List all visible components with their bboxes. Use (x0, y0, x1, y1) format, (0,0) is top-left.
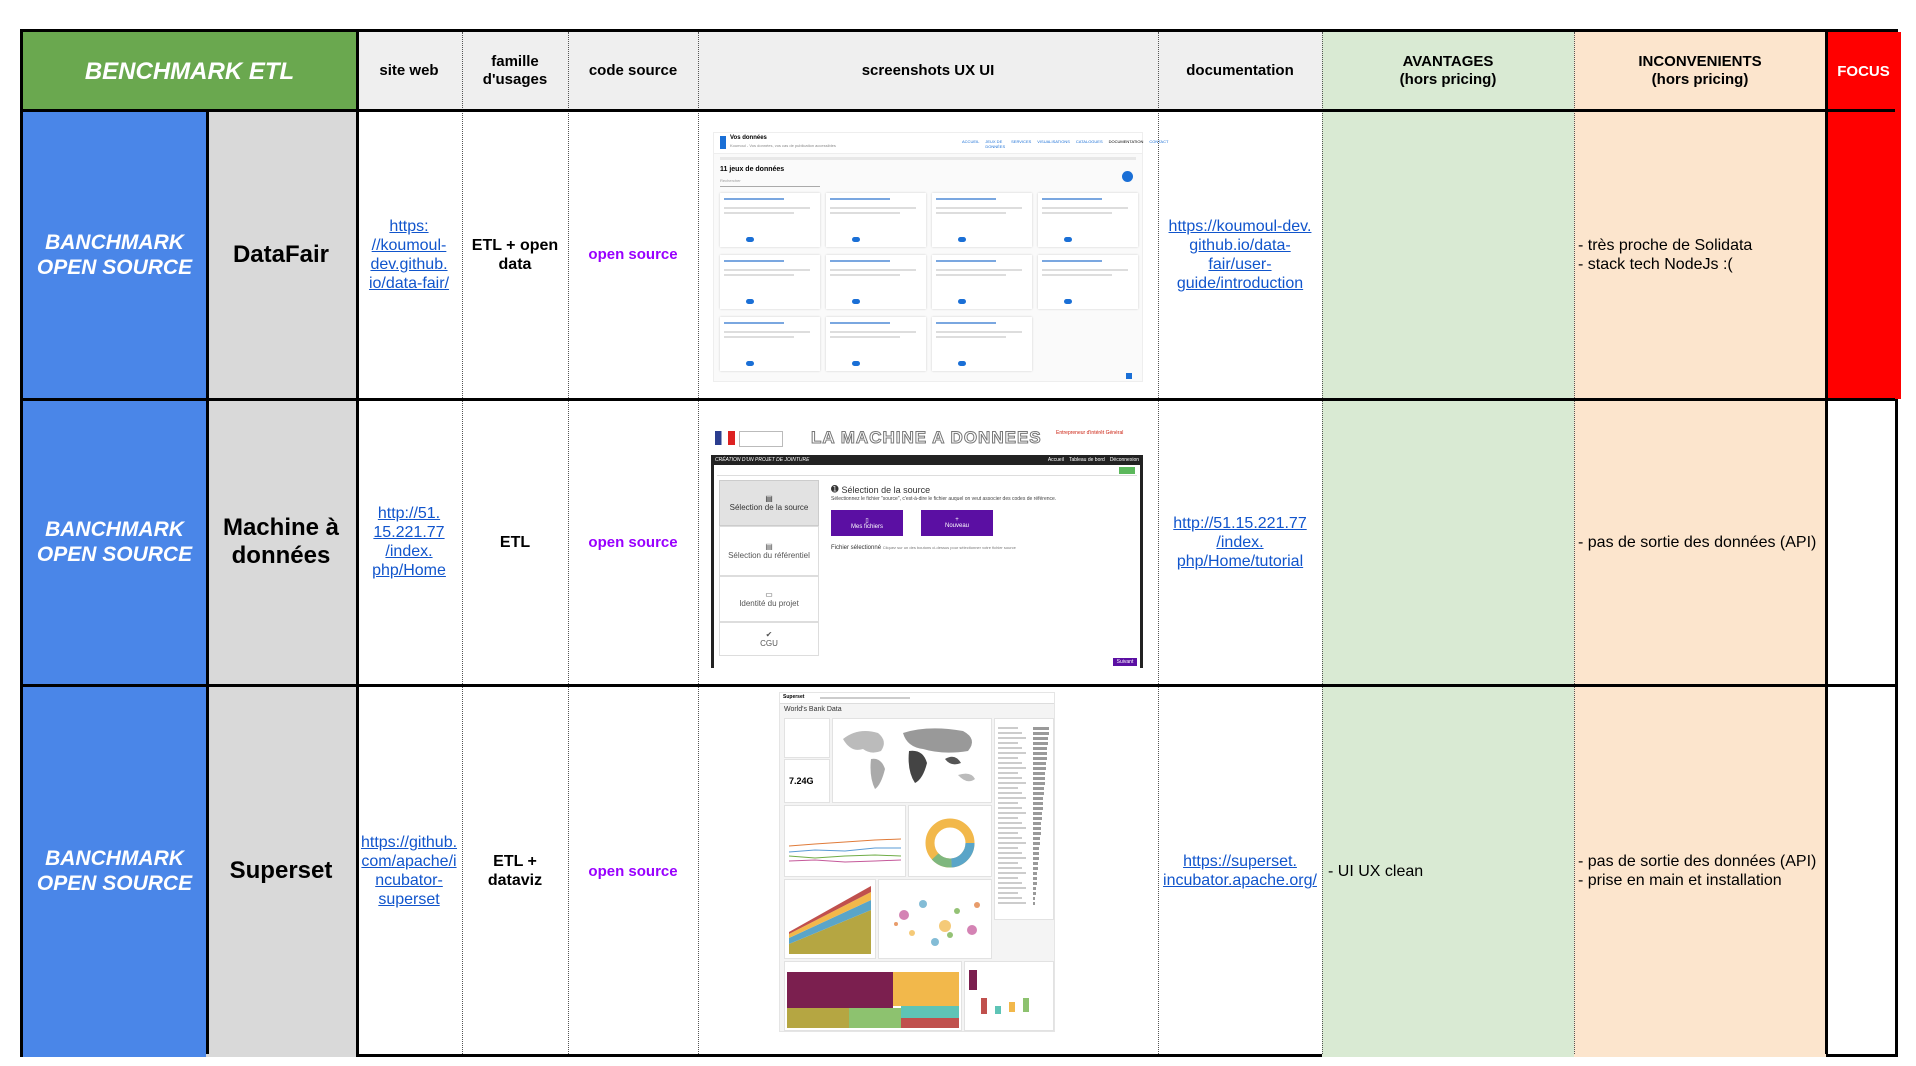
machine-banner-title: LA MACHINE A DONNEES (811, 428, 1042, 447)
menu-item[interactable]: DOCUMENTATION (1108, 139, 1144, 144)
focus-cell (1826, 685, 1901, 1057)
card-text-line (936, 269, 1022, 271)
table-bar (1033, 902, 1035, 905)
card-text-line (830, 336, 900, 338)
header-code-source: code source (568, 32, 698, 110)
doc-cell (1158, 399, 1322, 685)
section-title: Sélection de la source (841, 484, 931, 495)
next-button[interactable]: Suivant (1113, 658, 1137, 666)
selected-file-row (831, 545, 1016, 551)
new-file-button[interactable] (921, 510, 993, 536)
line-chart-panel (784, 805, 906, 877)
doc-link[interactable]: https://koumoul-dev. github.io/data- fair/user- guide/introduction (1168, 217, 1312, 292)
inconvenients-cell: - très proche de Solidata - stack tech NodeJs :( (1574, 110, 1826, 399)
kpi-panel (784, 759, 830, 803)
doc-link[interactable]: https://superset. incubator.apache.org/ (1163, 853, 1317, 889)
table-bar (1033, 867, 1038, 870)
pagination-icon[interactable] (1126, 373, 1132, 379)
card-action-icon[interactable] (852, 361, 860, 366)
table-bar (1033, 832, 1041, 835)
doc-cell (1158, 110, 1322, 399)
card-text-line (1042, 207, 1128, 209)
card-text-line (830, 331, 916, 333)
machine-steps (719, 480, 819, 664)
table-row (998, 872, 1026, 874)
table-row (998, 867, 1022, 869)
table-bar (1033, 897, 1035, 900)
card-title-line (936, 322, 996, 324)
bubble-point (947, 932, 953, 938)
step-cgu[interactable] (719, 622, 819, 656)
bubble-point (919, 900, 927, 908)
dataset-card[interactable] (932, 317, 1032, 371)
table-row (998, 832, 1018, 834)
table-bar (1033, 737, 1048, 740)
table-row (998, 807, 1022, 809)
avantages-cell: - UI UX clean (1322, 685, 1574, 1057)
famille-cell: ETL + dataviz (487, 853, 543, 889)
grid-line (356, 32, 359, 1054)
box-plot-box (1023, 998, 1029, 1012)
partner-logo: Entrepreneur d'intérêt Général (1056, 430, 1124, 436)
card-action-icon[interactable] (958, 299, 966, 304)
card-action-icon[interactable] (852, 237, 860, 242)
card-text-line (724, 336, 794, 338)
dataset-card[interactable] (1038, 255, 1138, 309)
table-row (998, 892, 1018, 894)
table-bar (1033, 877, 1037, 880)
card-text-line (724, 207, 810, 209)
card-text-line (724, 274, 794, 276)
card-text-line (936, 331, 1022, 333)
id-card-icon: ▭ (765, 590, 773, 599)
card-title-line (724, 198, 784, 200)
table-row (998, 852, 1022, 854)
box-plot-box (969, 970, 977, 990)
row-tool-name: Superset (206, 685, 356, 1057)
grid-line (1322, 32, 1323, 1054)
card-title-line (830, 322, 890, 324)
table-row (998, 752, 1026, 754)
code-cell (568, 110, 698, 399)
famille-cell: ETL (499, 533, 531, 551)
treemap-block (901, 1018, 959, 1028)
step-label: Identité du projet (739, 599, 799, 608)
datafair-count: 11 jeux de données (720, 166, 785, 173)
table-bar (1033, 787, 1044, 790)
table-row (998, 742, 1018, 744)
table-bar (1033, 872, 1037, 875)
table-row (998, 772, 1018, 774)
grid-line (1158, 32, 1159, 1054)
machine-info-button[interactable] (1119, 467, 1135, 474)
card-action-icon[interactable] (1064, 299, 1072, 304)
table-row (998, 837, 1022, 839)
table-bar (1033, 782, 1045, 785)
dataset-card[interactable] (826, 255, 926, 309)
check-icon: ✔ (765, 630, 773, 639)
card-text-line (724, 212, 794, 214)
header-famille: famille d'usages (462, 32, 568, 110)
dataset-card[interactable] (932, 193, 1032, 247)
table-bar (1033, 892, 1036, 895)
machine-screenshot (711, 424, 1143, 668)
table-row (998, 887, 1026, 889)
card-title-line (1042, 198, 1102, 200)
table-bar (1033, 797, 1043, 800)
table-row (998, 777, 1022, 779)
card-text-line (936, 212, 1006, 214)
row-category: BANCHMARK OPEN SOURCE (23, 110, 206, 399)
table-bar (1033, 882, 1037, 885)
card-text-line (936, 274, 1006, 276)
inconvenients-cell: - pas de sortie des données (API) - prise en main et installation (1574, 685, 1826, 1057)
card-text-line (1042, 274, 1112, 276)
code-source-label: open source (588, 533, 678, 551)
step-label: Sélection de la source (729, 503, 809, 512)
new-file-label: Nouveau (944, 523, 970, 529)
machine-banner (711, 424, 1143, 454)
nav-link[interactable]: Déconnexion (1109, 457, 1139, 463)
dataset-card[interactable] (826, 317, 926, 371)
my-files-label: Mes fichiers (850, 523, 883, 530)
bubble-chart-panel (878, 879, 992, 959)
bubble-point (954, 908, 960, 914)
header-inconvenients: INCONVENIENTS (hors pricing) (1574, 32, 1826, 110)
table-bar (1033, 792, 1044, 795)
card-text-line (1042, 212, 1112, 214)
machine-info-bar (717, 467, 1137, 476)
dataset-card[interactable] (720, 255, 820, 309)
menu-item[interactable]: JEUX DE DONNÉES (985, 139, 1006, 149)
step-label: CGU (760, 639, 778, 648)
grid-line (23, 109, 1895, 112)
menu-item[interactable]: ACCUEIL (962, 139, 980, 144)
table-row (998, 827, 1026, 829)
machine-right-edge (1140, 465, 1143, 668)
table-bar (1033, 742, 1048, 745)
card-action-icon[interactable] (958, 237, 966, 242)
step-label: Sélection du référentiel (728, 551, 810, 560)
table-bar (1033, 812, 1042, 815)
table-row (998, 877, 1018, 879)
datafair-topbar (714, 133, 1169, 154)
benchmark-table (20, 29, 1898, 1057)
card-action-icon[interactable] (746, 361, 754, 366)
datafair-menu (962, 139, 1168, 149)
dataset-card[interactable] (1038, 193, 1138, 247)
nav-link[interactable]: Accueil (1047, 457, 1064, 463)
machine-section-header (831, 484, 930, 495)
dataset-card[interactable] (826, 193, 926, 247)
ministry-logo-icon (739, 431, 783, 447)
header-screenshots: screenshots UX UI (698, 32, 1158, 110)
machine-navbar-links (1048, 457, 1139, 463)
world-map (833, 719, 991, 802)
header-avantages: AVANTAGES (hors pricing) (1322, 32, 1574, 110)
table-row (998, 882, 1022, 884)
dataset-card[interactable] (720, 193, 820, 247)
table-row (998, 862, 1018, 864)
card-text-line (936, 336, 1006, 338)
avantages-cell (1322, 399, 1574, 685)
doc-link[interactable]: http://51.15.221.77 /index. php/Home/tutorial (1173, 514, 1307, 570)
datafair-screenshot (713, 132, 1169, 382)
kpi-value: 7.24G (789, 776, 814, 786)
famille-cell: ETL + open data (471, 236, 559, 273)
card-action-icon[interactable] (1064, 237, 1072, 242)
database-icon: ▤ (765, 494, 773, 503)
superset-screenshot (779, 692, 1055, 1032)
card-action-icon[interactable] (746, 299, 754, 304)
superset-brand: Superset (783, 694, 805, 700)
treemap-block (893, 972, 959, 1006)
arrow-circle-icon: ➊ (831, 484, 839, 494)
table-bar (1033, 767, 1046, 770)
box-plot-box (1009, 1002, 1015, 1012)
donut-chart (909, 806, 991, 876)
table-bar (1033, 802, 1043, 805)
bubble-point (909, 930, 915, 936)
bubble-point (931, 938, 939, 946)
row-category: BANCHMARK OPEN SOURCE (23, 399, 206, 685)
koumoul-logo-icon (720, 136, 726, 149)
table-row (998, 847, 1018, 849)
dataset-card[interactable] (932, 255, 1032, 309)
menu-item[interactable]: CONTACT (1149, 139, 1169, 144)
grid-line (698, 32, 699, 1054)
treemap-panel (784, 961, 962, 1031)
file-icon: ▯ (865, 517, 869, 524)
header-focus: FOCUS (1826, 32, 1901, 110)
code-cell (568, 685, 698, 1057)
treemap-block (849, 1008, 901, 1028)
box-plot-panel (964, 961, 1054, 1031)
card-action-icon[interactable] (852, 299, 860, 304)
table-bar (1033, 757, 1047, 760)
table-title: BENCHMARK ETL (23, 32, 356, 110)
my-files-button[interactable] (831, 510, 903, 536)
area-chart (785, 880, 875, 958)
card-text-line (830, 269, 916, 271)
site-link[interactable]: http://51. 15.221.77 /index. php/Home (372, 505, 446, 579)
row-tool-name: Machine à données (206, 399, 356, 685)
header-documentation: documentation (1158, 32, 1322, 110)
table-row (998, 797, 1026, 799)
world-map-panel (832, 718, 992, 803)
country-table-panel (994, 718, 1054, 920)
card-title-line (830, 198, 890, 200)
grid-line (568, 32, 569, 1054)
table-bar (1033, 747, 1047, 750)
card-title-line (724, 322, 784, 324)
bubble-point (939, 920, 951, 932)
superset-menu-placeholder (820, 697, 910, 699)
line-chart (785, 806, 905, 876)
card-text-line (1042, 269, 1128, 271)
grid-line (23, 398, 1895, 401)
table-bar (1033, 852, 1039, 855)
card-title-line (1042, 260, 1102, 262)
treemap-block (787, 1008, 849, 1028)
site-link[interactable]: https://github. com/apache/i ncubator- superset (360, 834, 458, 908)
machine-navbar-title: CRÉATION D'UN PROJET DE JOINTURE (715, 457, 810, 463)
table-bar (1033, 817, 1042, 820)
table-bar (1033, 857, 1039, 860)
table-row (998, 792, 1022, 794)
marianne-logo-icon (715, 431, 735, 445)
card-title-line (724, 260, 784, 262)
table-row (998, 812, 1026, 814)
bubble-point (967, 925, 977, 935)
bubble-point (894, 922, 898, 926)
row-tool-name: DataFair (206, 110, 356, 399)
datafair-intro-line (720, 157, 1136, 160)
dataset-card[interactable] (720, 317, 820, 371)
inconvenients-cell: - pas de sortie des données (API) (1574, 399, 1826, 685)
box-plot-box (981, 998, 987, 1014)
table-row (998, 822, 1022, 824)
table-row (998, 737, 1026, 739)
machine-left-edge (711, 465, 714, 668)
grid-line (23, 684, 1895, 687)
selected-file-hint: Cliquez sur un des boutons ci-dessus pour sélectionner votre fichier source (882, 545, 1016, 550)
step-referentiel[interactable] (719, 526, 819, 576)
card-action-icon[interactable] (958, 361, 966, 366)
code-source-label: open source (588, 246, 678, 263)
datafair-subtitle: Koumoul - Vos données, vos cas de publication accessibles (730, 143, 836, 148)
treemap-block (901, 1006, 959, 1018)
step-identite[interactable] (719, 576, 819, 622)
table-row (998, 902, 1026, 904)
bubble-point (974, 902, 980, 908)
table-bar (1033, 887, 1036, 890)
table-bar (1033, 822, 1041, 825)
card-text-line (724, 269, 810, 271)
table-bar (1033, 807, 1043, 810)
code-cell (568, 399, 698, 685)
bubble-point (899, 910, 909, 920)
datafair-brand: Vos données (730, 135, 767, 141)
section-hint: Sélectionnez le fichier "source", c'est-à-dire le fichier auquel on veut associer des codes de référence. (831, 496, 1057, 502)
table-bar (1033, 762, 1046, 765)
site-cell (356, 110, 462, 399)
card-action-icon[interactable] (746, 237, 754, 242)
table-row (998, 782, 1026, 784)
nav-link[interactable]: Tableau de bord (1068, 457, 1105, 463)
grid-line (1574, 32, 1575, 1054)
donut-chart-panel (908, 805, 992, 877)
table-bar (1033, 772, 1045, 775)
menu-item[interactable]: CATALOGUES (1075, 139, 1103, 144)
table-row (998, 757, 1018, 759)
selected-file-label: Fichier sélectionné (831, 545, 882, 551)
machine-navbar (711, 455, 1143, 465)
card-text-line (936, 207, 1022, 209)
table-bar (1033, 777, 1045, 780)
table-bar (1033, 842, 1040, 845)
datafair-search-input[interactable]: Rechercher (720, 178, 820, 187)
database-icon: ▤ (765, 542, 773, 551)
card-title-line (830, 260, 890, 262)
treemap-block (787, 972, 893, 1008)
grid-line (462, 32, 463, 1054)
site-link[interactable]: https: //koumoul- dev.github. io/data-fair/ (368, 217, 450, 292)
site-cell (356, 399, 462, 685)
card-text-line (830, 212, 900, 214)
card-text-line (830, 274, 900, 276)
table-row (998, 897, 1022, 899)
table-row (998, 762, 1022, 764)
table-bar (1033, 847, 1039, 850)
table-row (998, 747, 1022, 749)
grid-line (206, 110, 209, 1054)
table-row (998, 817, 1018, 819)
row-category: BANCHMARK OPEN SOURCE (23, 685, 206, 1057)
dashboard-title: World's Bank Data (784, 706, 842, 713)
card-title-line (936, 260, 996, 262)
card-text-line (724, 331, 810, 333)
grid-line (1825, 32, 1828, 1054)
menu-item[interactable]: VISUALISATIONS (1037, 139, 1070, 144)
card-title-line (936, 198, 996, 200)
focus-flag (1826, 110, 1901, 399)
table-row (998, 732, 1022, 734)
box-plot-box (995, 1006, 1001, 1014)
table-bar (1033, 732, 1049, 735)
region-filter-panel[interactable] (784, 718, 830, 758)
table-row (998, 842, 1026, 844)
table-bar (1033, 837, 1040, 840)
table-bar (1033, 827, 1041, 830)
area-chart-panel (784, 879, 876, 959)
doc-cell (1158, 685, 1322, 1057)
plus-icon: + (955, 517, 959, 523)
table-bar (1033, 862, 1038, 865)
menu-item[interactable]: SERVICES (1011, 139, 1032, 144)
table-row (998, 767, 1026, 769)
site-cell (356, 685, 462, 1057)
avantages-cell (1322, 110, 1574, 399)
step-source[interactable] (719, 480, 819, 526)
header-site-web: site web (356, 32, 462, 110)
table-row (998, 727, 1018, 729)
table-row (998, 857, 1026, 859)
table-bar (1033, 752, 1047, 755)
table-bar (1033, 727, 1049, 730)
card-text-line (830, 207, 916, 209)
table-row (998, 802, 1018, 804)
table-row (998, 787, 1018, 789)
superset-navbar (780, 693, 1054, 704)
add-dataset-icon[interactable] (1122, 171, 1133, 182)
code-source-label: open source (588, 862, 678, 880)
focus-cell (1826, 399, 1901, 685)
